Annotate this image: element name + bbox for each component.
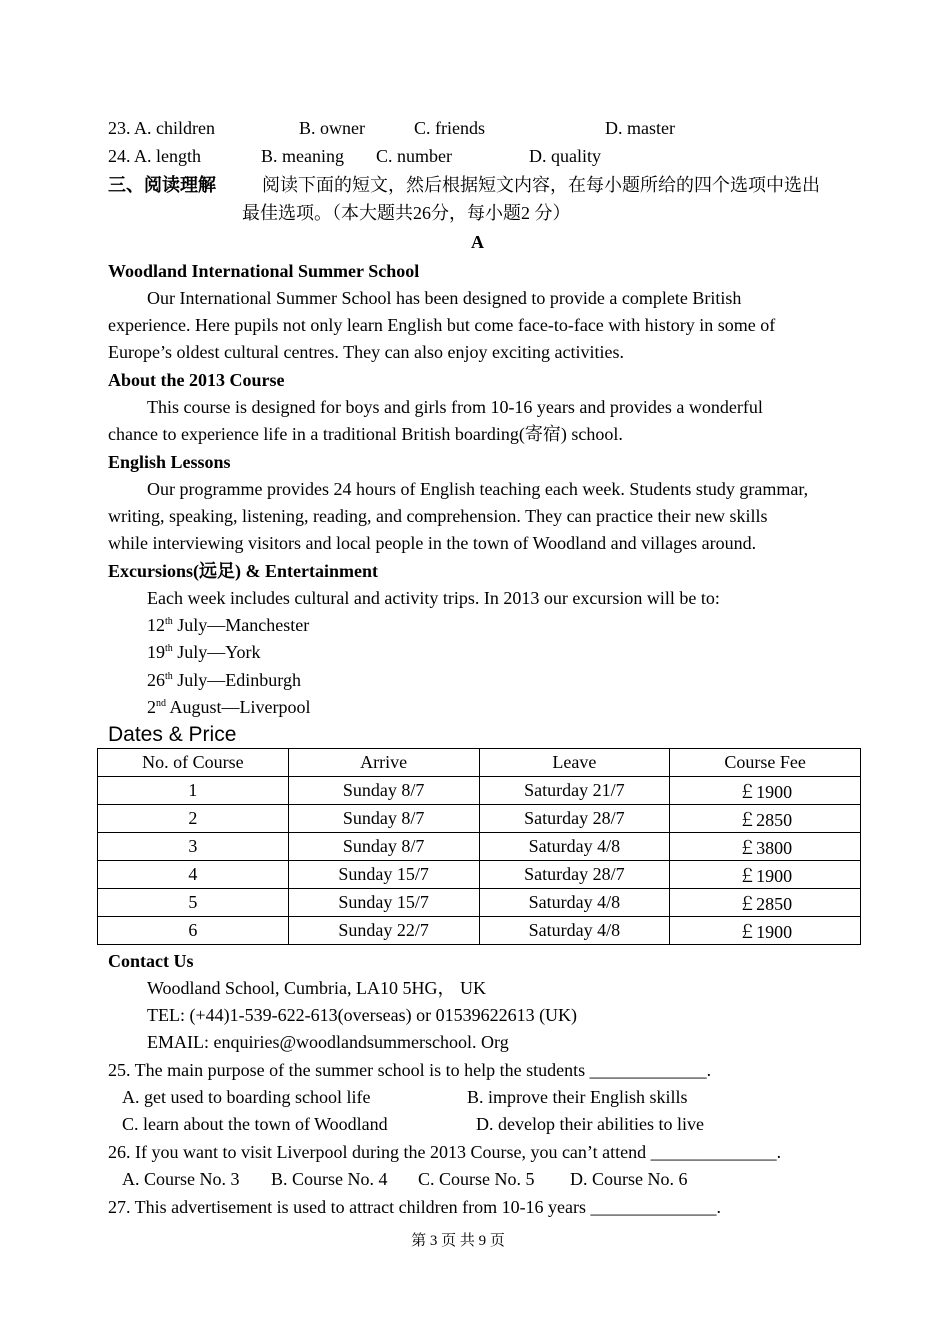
q26-option-c: C. Course No. 5 bbox=[418, 1169, 535, 1189]
table-cell: Sunday 8/7 bbox=[288, 777, 479, 805]
trip-item bbox=[147, 667, 301, 694]
table-header: Arrive bbox=[288, 749, 479, 777]
table-row bbox=[98, 777, 861, 805]
table-cell: 5 bbox=[98, 889, 289, 917]
trip-day: 12 bbox=[147, 615, 165, 635]
trip-day: 2 bbox=[147, 697, 156, 717]
lessons-heading: English Lessons bbox=[108, 452, 231, 472]
table-cell: 6 bbox=[98, 917, 289, 945]
trip-day: 19 bbox=[147, 642, 165, 662]
excursions-intro: Each week includes cultural and activity trips. In 2013 our excursion will be to: bbox=[147, 588, 720, 608]
table-cell: Saturday 4/8 bbox=[479, 833, 670, 861]
lessons-line-1: Our programme provides 24 hours of English teaching each week. Students study grammar, bbox=[147, 479, 809, 499]
q27-stem: 27. This advertisement is used to attract children from 10-16 years ______________. bbox=[108, 1197, 722, 1217]
q26-option-b: B. Course No. 4 bbox=[271, 1169, 388, 1189]
excursions-heading: Excursions(远足) & Entertainment bbox=[108, 561, 378, 581]
table-cell: Saturday 28/7 bbox=[479, 861, 670, 889]
trip-day: 26 bbox=[147, 670, 165, 690]
contact-email: EMAIL: enquiries@woodlandsummerschool. Org bbox=[147, 1032, 509, 1052]
lessons-line-2: writing, speaking, listening, reading, and comprehension. They can practice their new skills bbox=[108, 506, 768, 526]
about-line-2: chance to experience life in a traditional British boarding(寄宿) school. bbox=[108, 424, 623, 444]
table-cell: Sunday 22/7 bbox=[288, 917, 479, 945]
contact-tel: TEL: (+44)1-539-622-613(overseas) or 01539622613 (UK) bbox=[147, 1005, 578, 1025]
table-cell: ￡2850 bbox=[670, 889, 861, 917]
table-cell: ￡3800 bbox=[670, 833, 861, 861]
trip-day-suffix: th bbox=[165, 616, 173, 627]
contact-heading: Contact Us bbox=[108, 951, 194, 971]
table-cell: ￡1900 bbox=[670, 861, 861, 889]
q26-stem: 26. If you want to visit Liverpool during the 2013 Course, you can’t attend ______________. bbox=[108, 1142, 782, 1162]
table-row bbox=[98, 917, 861, 945]
about-heading: About the 2013 Course bbox=[108, 370, 285, 390]
q26-option-d: D. Course No. 6 bbox=[570, 1169, 688, 1189]
table-cell: ￡2850 bbox=[670, 805, 861, 833]
trip-item bbox=[147, 639, 260, 666]
intro-line-3: Europe’s oldest cultural centres. They can also enjoy exciting activities. bbox=[108, 342, 625, 362]
section-instruction-1: 阅读下面的短文，然后根据短文内容，在每小题所给的四个选项中选出 bbox=[262, 175, 820, 195]
contact-address: Woodland School, Cumbria, LA10 5HG， UK bbox=[147, 978, 487, 998]
q24-option-a: 24. A. length bbox=[108, 146, 201, 166]
table-cell: Sunday 8/7 bbox=[288, 833, 479, 861]
table-cell: Sunday 15/7 bbox=[288, 889, 479, 917]
table-row bbox=[98, 861, 861, 889]
table-cell: 1 bbox=[98, 777, 289, 805]
table-row bbox=[98, 805, 861, 833]
table-cell: Sunday 15/7 bbox=[288, 861, 479, 889]
about-line-1: This course is designed for boys and girls from 10-16 years and provides a wonderful bbox=[147, 397, 763, 417]
q23-option-d: D. master bbox=[605, 118, 675, 138]
q25-option-a: A. get used to boarding school life bbox=[122, 1087, 371, 1107]
q23-option-c: C. friends bbox=[414, 118, 485, 138]
table-header-row bbox=[98, 749, 861, 777]
trip-day-suffix: nd bbox=[156, 698, 166, 709]
table-cell: Saturday 21/7 bbox=[479, 777, 670, 805]
table-cell: ￡1900 bbox=[670, 917, 861, 945]
lessons-line-3: while interviewing visitors and local people in the town of Woodland and villages around. bbox=[108, 533, 757, 553]
table-cell: Saturday 28/7 bbox=[479, 805, 670, 833]
dates-heading: Dates & Price bbox=[108, 723, 237, 746]
table-row bbox=[98, 833, 861, 861]
q25-option-c: C. learn about the town of Woodland bbox=[122, 1114, 388, 1134]
trip-destination: July—Manchester bbox=[172, 615, 310, 635]
table-cell: ￡1900 bbox=[670, 777, 861, 805]
passage-letter: A bbox=[471, 232, 484, 252]
table-row bbox=[98, 889, 861, 917]
trip-destination: August—Liverpool bbox=[166, 697, 311, 717]
table-cell: 4 bbox=[98, 861, 289, 889]
trip-destination: July—York bbox=[172, 642, 261, 662]
q25-option-b: B. improve their English skills bbox=[467, 1087, 688, 1107]
section-instruction-2: 最佳选项。（本大题共26分，每小题2 分） bbox=[242, 203, 571, 223]
q26-option-a: A. Course No. 3 bbox=[122, 1169, 240, 1189]
page-footer: 第 3 页 共 9 页 bbox=[411, 1233, 505, 1249]
q24-option-c: C. number bbox=[376, 146, 452, 166]
intro-line-1: Our International Summer School has been designed to provide a complete British bbox=[147, 288, 742, 308]
table-cell: 3 bbox=[98, 833, 289, 861]
table-header: No. of Course bbox=[98, 749, 289, 777]
q24-option-d: D. quality bbox=[529, 146, 601, 166]
q24-option-b: B. meaning bbox=[261, 146, 344, 166]
trip-destination: July—Edinburgh bbox=[172, 670, 301, 690]
q25-option-d: D. develop their abilities to live bbox=[476, 1114, 704, 1134]
section-title: 三、阅读理解 bbox=[108, 175, 216, 195]
trip-item bbox=[147, 612, 309, 639]
q23-option-a: 23. A. children bbox=[108, 118, 215, 138]
q25-stem: 25. The main purpose of the summer school is to help the students _____________. bbox=[108, 1060, 712, 1080]
course-table bbox=[97, 748, 861, 945]
table-header: Course Fee bbox=[670, 749, 861, 777]
table-cell: Saturday 4/8 bbox=[479, 917, 670, 945]
trip-item bbox=[147, 694, 311, 721]
q23-option-b: B. owner bbox=[299, 118, 365, 138]
intro-line-2: experience. Here pupils not only learn English but come face-to-face with history in some of bbox=[108, 315, 776, 335]
table-header: Leave bbox=[479, 749, 670, 777]
table-cell: Sunday 8/7 bbox=[288, 805, 479, 833]
passage-title: Woodland International Summer School bbox=[108, 261, 420, 281]
table-cell: 2 bbox=[98, 805, 289, 833]
trip-day-suffix: th bbox=[165, 643, 173, 654]
table-cell: Saturday 4/8 bbox=[479, 889, 670, 917]
trip-day-suffix: th bbox=[165, 671, 173, 682]
